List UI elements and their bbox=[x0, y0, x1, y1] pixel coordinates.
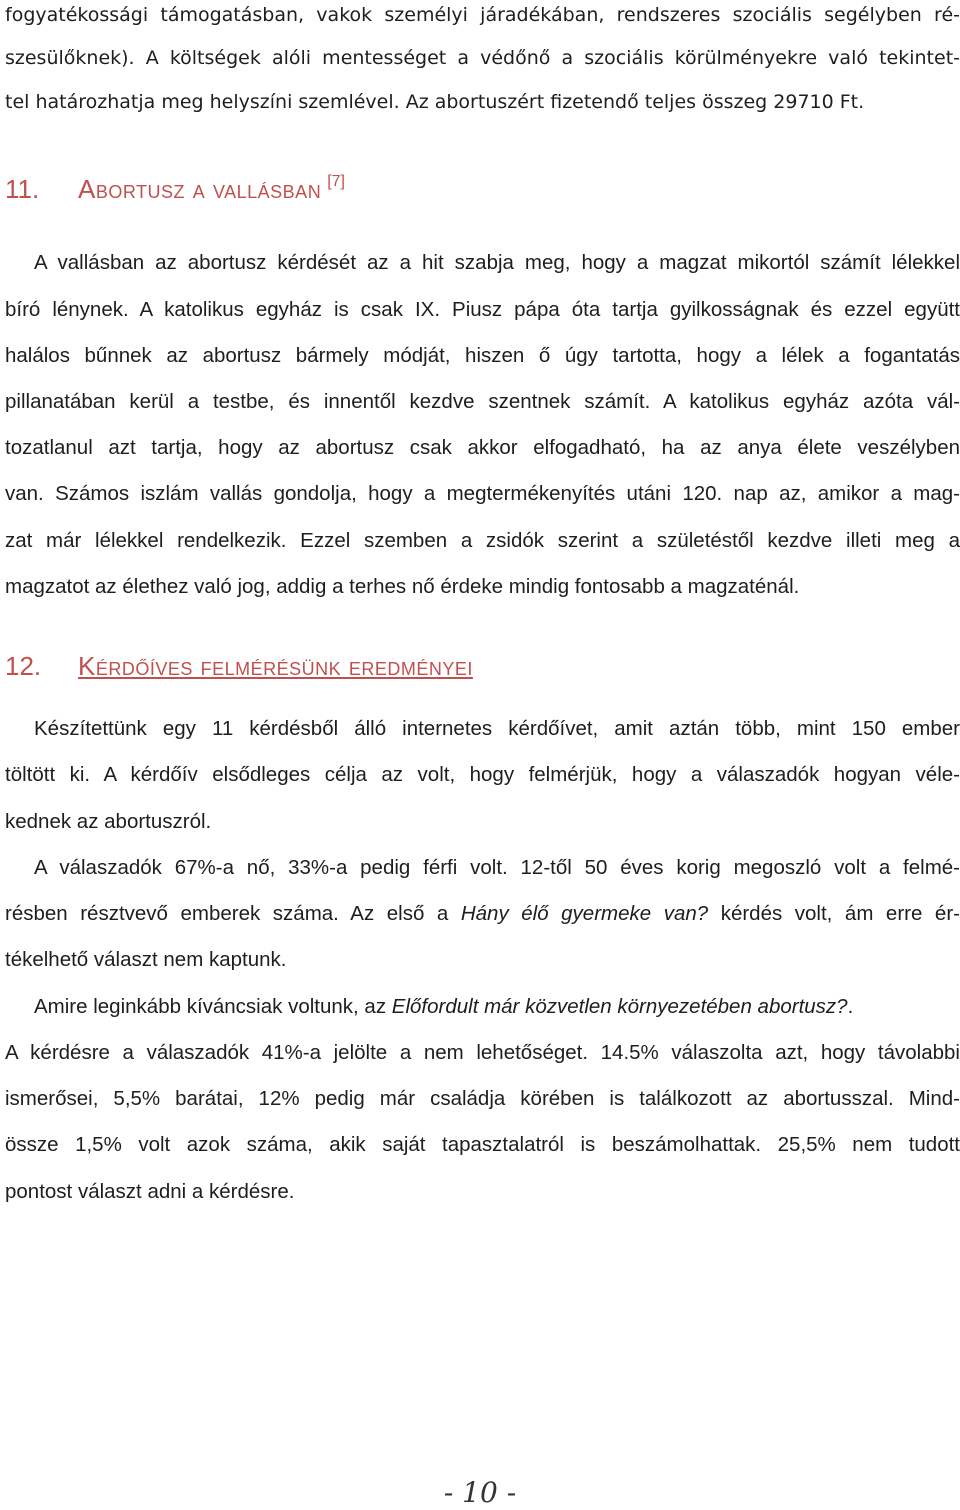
section-12-p1-line-1: Készítettünk egy 11 kérdésből álló internetes kérdőívet, amit aztán több, mint 150 ember bbox=[34, 717, 960, 740]
section-12-p3-line-2: A kérdésre a válaszadók 41%-a jelölte a nem lehetőséget. 14.5% válaszolta azt, hogy távolabbi bbox=[5, 1041, 960, 1064]
intro-line-1: fogyatékossági támogatásban, vakok személyi járadékában, rendszeres szociális segélyben ré- bbox=[5, 4, 960, 26]
section-12-heading bbox=[5, 650, 473, 682]
section-11-line-6: van. Számos iszlám vallás gondolja, hogy a megtermékenyítés utáni 120. nap az, amikor a mag- bbox=[5, 482, 960, 505]
p2-line-2-end: kérdés volt, ám erre ér- bbox=[708, 902, 960, 925]
section-12-p3-line-5: pontost választ adni a kérdésre. bbox=[5, 1180, 295, 1203]
section-11-line-2: bíró lénynek. A katolikus egyház is csak IX. Piusz pápa óta tartja gyilkosságnak és ezzel együtt bbox=[5, 298, 960, 321]
section-11-line-5: tozatlanul azt tartja, hogy az abortusz csak akkor elfogadható, ha az anya élete veszélyben bbox=[5, 436, 960, 459]
section-11-reference: [7] bbox=[327, 173, 345, 190]
section-12-p2-line-3: tékelhető választ nem kaptunk. bbox=[5, 948, 287, 971]
section-12-p1-line-2: töltött ki. A kérdőív elsődleges célja az volt, hogy felmérjük, hogy a válaszadók hogyan véle- bbox=[5, 763, 960, 786]
section-11-title: Abortusz a vallásban bbox=[78, 174, 322, 204]
section-12-p3-line-1 bbox=[34, 994, 960, 1020]
section-11-line-1: A vallásban az abortusz kérdését az a hit szabja meg, hogy a magzat mikortól számít lélekkel bbox=[34, 251, 960, 274]
section-12-p2-line-2 bbox=[5, 901, 960, 927]
section-12-p1-line-3: kednek az abortuszról. bbox=[5, 810, 212, 833]
section-12-p3-line-3: ismerősei, 5,5% barátai, 12% pedig már családja körében is találkozott az abortusszal. Mind- bbox=[5, 1087, 960, 1110]
p3-line-1-end: . bbox=[847, 995, 854, 1018]
section-12-number: 12. bbox=[5, 651, 42, 681]
question-main: Előfordult már közvetlen környezetében abortusz? bbox=[391, 995, 848, 1018]
section-11-line-4: pillanatában kerül a testbe, és innentől kezdve szentnek számít. A katolikus egyház azóta vál- bbox=[5, 390, 960, 413]
p3-line-1-start: Amire leginkább kíváncsiak voltunk, az bbox=[34, 995, 392, 1018]
p2-line-2-start: résben résztvevő emberek száma. Az első a bbox=[5, 902, 461, 925]
section-11-line-8: magzatot az élethez való jog, addig a terhes nő érdeke mindig fontosabb a magzaténál. bbox=[5, 575, 800, 598]
section-12-p2-line-1: A válaszadók 67%-a nő, 33%-a pedig férfi volt. 12-től 50 éves korig megoszló volt a felmé- bbox=[34, 856, 960, 879]
section-11-line-3: halálos bűnnek az abortusz bármely módját, hiszen ő úgy tartotta, hogy a lélek a fogantatás bbox=[5, 344, 960, 367]
page-number: - 10 - bbox=[443, 1476, 517, 1509]
section-11-number: 11. bbox=[5, 174, 40, 204]
question-first: Hány élő gyermeke van? bbox=[460, 902, 709, 925]
section-12-title: Kérdőíves felmérésünk eredményei bbox=[78, 651, 473, 681]
section-11-heading bbox=[5, 166, 345, 205]
section-12-p3-line-4: össze 1,5% volt azok száma, akik saját tapasztalatról is beszámolhattak. 25,5% nem tudott bbox=[5, 1133, 960, 1156]
section-11-line-7: zat már lélekkel rendelkezik. Ezzel szemben a zsidók szerint a születéstől kezdve illeti meg a bbox=[5, 529, 960, 552]
intro-line-2: szesülőknek). A költségek alóli mentességet a védőnő a szociális körülményekre való tekintet- bbox=[5, 47, 960, 69]
intro-line-3: tel határozhatja meg helyszíni szemlével. Az abortuszért fizetendő teljes összeg 29710 Ft. bbox=[5, 91, 865, 113]
